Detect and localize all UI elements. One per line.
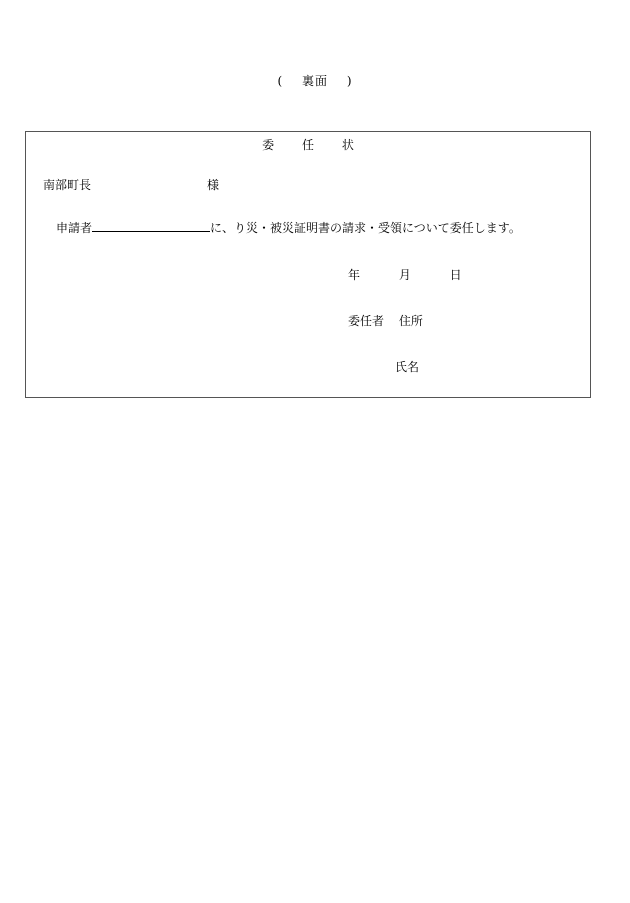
reverse-side-label: 裏面 [301,74,328,88]
addressee-honorific: 様 [207,178,220,192]
date-month-label: 月 [398,268,411,282]
open-paren: ( [277,74,284,88]
name-label: 氏名 [395,360,420,374]
address-label: 住所 [398,314,423,328]
date-row [348,266,470,283]
delegator-label: 委任者 [348,314,385,328]
close-paren: ) [346,74,353,88]
addressee-row [43,176,220,193]
form-title-char: 委 [262,138,275,152]
delegator-address-row [348,312,423,329]
statement-body: に、り災・被災証明書の請求・受領について委任します。 [210,221,521,235]
addressee-name: 南部町長 [43,178,92,192]
delegator-name-row [395,358,419,375]
page-side-label [0,72,630,89]
form-title-char: 状 [341,138,354,152]
power-of-attorney-form [25,131,591,398]
date-day-label: 日 [449,268,462,282]
applicant-name-blank[interactable] [92,219,210,232]
form-title-char: 任 [301,138,314,152]
form-title [26,136,590,153]
delegation-statement [56,219,521,236]
date-year-label: 年 [348,268,361,282]
applicant-label: 申請者 [56,221,93,235]
